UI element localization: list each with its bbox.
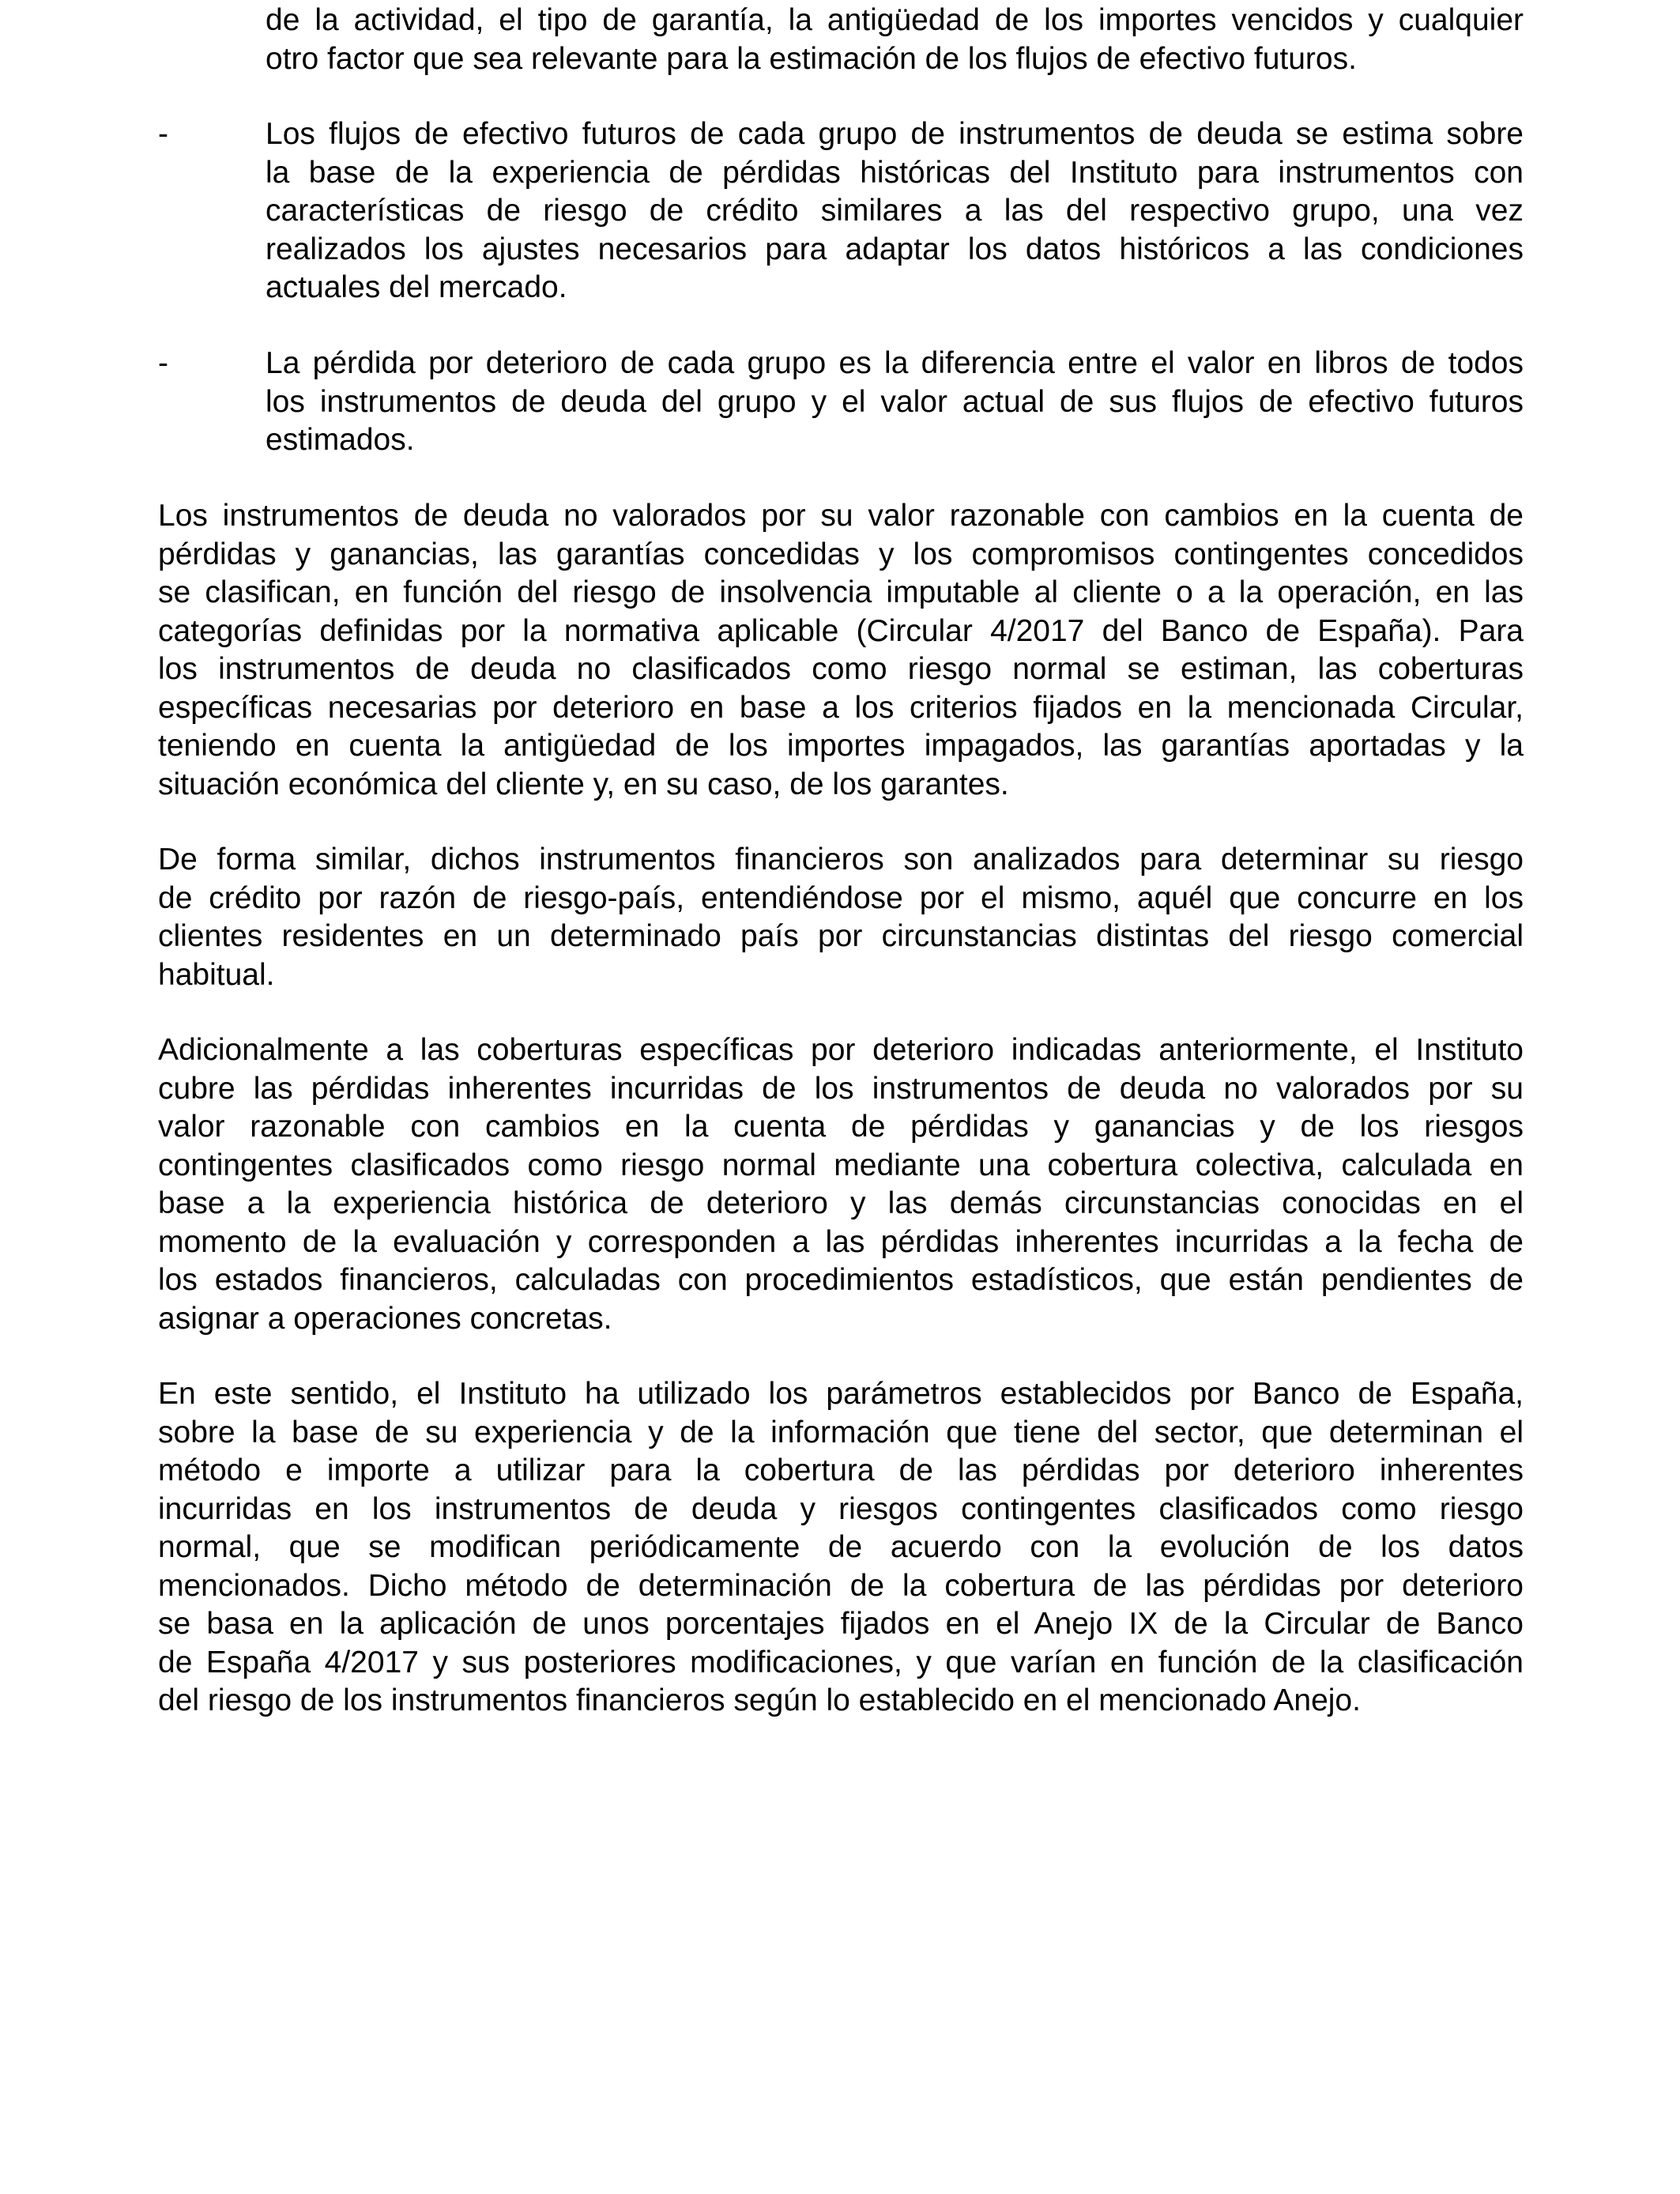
text-line: realizados los ajustes necesarios para adaptar los datos históricos a las condiciones [266,232,1524,266]
text-line: Los flujos de efectivo futuros de cada grupo de instrumentos de deuda se estima sobre [266,117,1524,151]
text-line: pérdidas y ganancias, las garantías concedidas y los compromisos contingentes concedidos [158,537,1524,571]
text-line: clientes residentes en un determinado país por circunstancias distintas del riesgo comercial [158,919,1524,953]
text-line: estimados. [266,423,415,457]
text-line: otro factor que sea relevante para la estimación de los flujos de efectivo futuros. [266,41,1357,76]
list-marker: - [158,117,168,151]
text-line: de la actividad, el tipo de garantía, la antigüedad de los importes vencidos y cualquier [266,3,1524,37]
text-line: sobre la base de su experiencia y de la información que tiene del sector, que determinan el [158,1415,1524,1449]
text-line: mencionados. Dicho método de determinación de la cobertura de las pérdidas por deterioro [158,1568,1524,1603]
list-item-body [266,115,1524,307]
text-line: se clasifican, en función del riesgo de insolvencia imputable al cliente o a la operación, en las [158,575,1524,609]
text-line: teniendo en cuenta la antigüedad de los importes impagados, las garantías aportadas y la [158,729,1524,763]
text-line: específicas necesarias por deterioro en base a los criterios fijados en la mencionada Circular, [158,690,1524,725]
text-line: La pérdida por deterioro de cada grupo es la diferencia entre el valor en libros de todos [266,346,1524,380]
text-line: situación económica del cliente y, en su caso, de los garantes. [158,767,1009,801]
text-line: contingentes clasificados como riesgo normal mediante una cobertura colectiva, calculada en [158,1148,1524,1182]
text-line: En este sentido, el Instituto ha utilizado los parámetros establecidos por Banco de España, [158,1377,1524,1411]
paragraph [158,497,1524,804]
text-line: normal, que se modifican periódicamente de acuerdo con la evolución de los datos [158,1530,1524,1564]
text-line: Los instrumentos de deuda no valorados por su valor razonable con cambios en la cuenta de [158,499,1524,533]
text-line: cubre las pérdidas inherentes incurridas de los instrumentos de deuda no valorados por su [158,1071,1524,1106]
list-marker: - [158,346,168,380]
paragraph [158,841,1524,994]
text-line: del riesgo de los instrumentos financieros según lo establecido en el mencionado Anejo. [158,1683,1361,1717]
text-line: categorías definidas por la normativa aplicable (Circular 4/2017 del Banco de España). Para [158,613,1524,648]
text-line: asignar a operaciones concretas. [158,1301,612,1336]
continued-list-item-body [266,2,1524,78]
text-line: actuales del mercado. [266,270,567,304]
text-line: momento de la evaluación y corresponden a las pérdidas inherentes incurridas a la fecha de [158,1224,1524,1259]
text-line: valor razonable con cambios en la cuenta de pérdidas y ganancias y de los riesgos [158,1110,1524,1144]
text-line: la base de la experiencia de pérdidas históricas del Instituto para instrumentos con [266,155,1524,190]
text-line: de España 4/2017 y sus posteriores modificaciones, y que varían en función de la clasificación [158,1645,1524,1679]
text-line: método e importe a utilizar para la cobertura de las pérdidas por deterioro inherentes [158,1453,1524,1487]
text-line: los estados financieros, calculadas con procedimientos estadísticos, que están pendientes de [158,1263,1524,1297]
text-line: habitual. [158,957,275,992]
text-line: incurridas en los instrumentos de deuda y riesgos contingentes clasificados como riesgo [158,1491,1524,1526]
text-line: de crédito por razón de riesgo-país, entendiéndose por el mismo, aquél que concurre en los [158,880,1524,915]
text-line: se basa en la aplicación de unos porcentajes fijados en el Anejo IX de la Circular de Banco [158,1607,1524,1641]
text-line: Adicionalmente a las coberturas específicas por deterioro indicadas anteriormente, el Instituto [158,1033,1524,1067]
text-line: características de riesgo de crédito similares a las del respectivo grupo, una vez [266,194,1524,228]
text-line: los instrumentos de deuda no clasificados como riesgo normal se estiman, las coberturas [158,652,1524,686]
list-item-body [266,345,1524,460]
paragraph [158,1031,1524,1338]
text-line: base a la experiencia histórica de deterioro y las demás circunstancias conocidas en el [158,1186,1524,1220]
text-line: los instrumentos de deuda del grupo y el valor actual de sus flujos de efectivo futuros [266,384,1524,419]
text-line: De forma similar, dichos instrumentos financieros son analizados para determinar su riesgo [158,843,1524,876]
paragraph [158,1375,1524,1721]
